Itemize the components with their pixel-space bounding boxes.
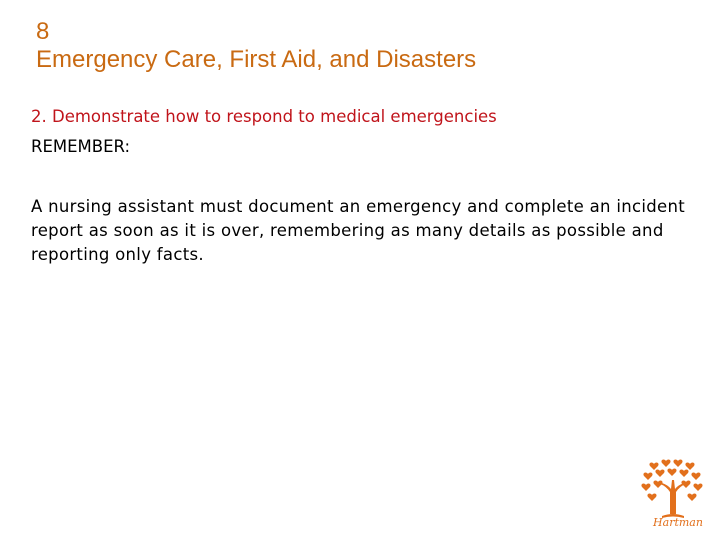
learning-objective: 2. Demonstrate how to respond to medical emergencies bbox=[31, 107, 497, 126]
chapter-title: Emergency Care, First Aid, and Disasters bbox=[36, 46, 477, 73]
body-text: A nursing assistant must document an emergency and complete an incident report as soon as it is over, remembering as many details as possible and reporting only facts. bbox=[31, 197, 685, 264]
chapter-number: 8 bbox=[36, 18, 50, 45]
hartman-logo-text: Hartman bbox=[653, 516, 703, 529]
slide-title bbox=[36, 18, 476, 74]
remember-heading: REMEMBER: bbox=[31, 137, 131, 156]
